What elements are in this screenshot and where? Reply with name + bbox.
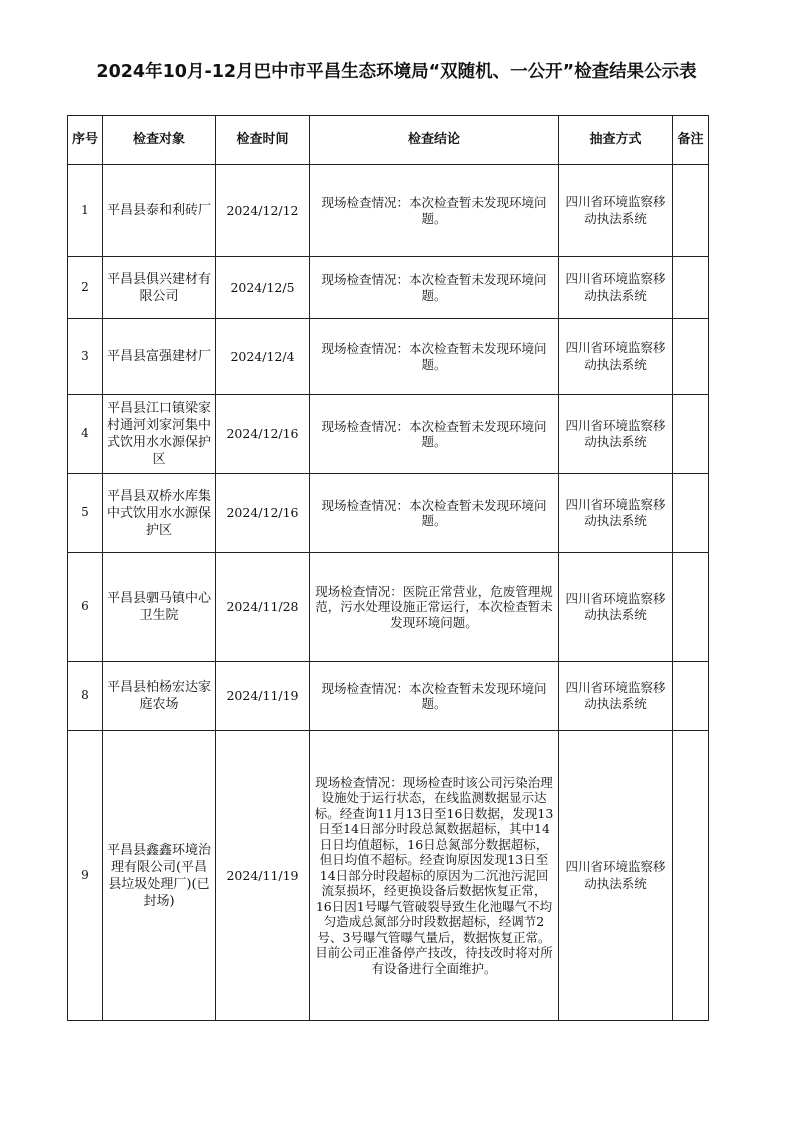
cell-date: 2024/11/19 [216,662,310,731]
cell-remark [673,319,709,395]
cell-conclusion: 现场检查情况：本次检查暂未发现环境问题。 [310,474,559,553]
cell-conclusion: 现场检查情况：本次检查暂未发现环境问题。 [310,319,559,395]
table-row [68,395,709,474]
cell-target: 平昌县富强建材厂 [103,319,216,395]
table-row [68,257,709,319]
cell-target: 平昌县双桥水库集中式饮用水水源保护区 [103,474,216,553]
cell-seq: 8 [68,662,103,731]
cell-seq: 5 [68,474,103,553]
cell-method: 四川省环境监察移动执法系统 [559,474,673,553]
header-target: 检查对象 [103,116,216,165]
page-title: 2024年10月-12月巴中市平昌生态环境局“双随机、一公开”检查结果公示表 [96,62,697,82]
cell-date: 2024/12/16 [216,395,310,474]
cell-target: 平昌县柏杨宏达家庭农场 [103,662,216,731]
cell-conclusion: 现场检查情况：本次检查暂未发现环境问题。 [310,165,559,257]
cell-remark [673,165,709,257]
cell-remark [673,474,709,553]
cell-method: 四川省环境监察移动执法系统 [559,662,673,731]
cell-date: 2024/12/12 [216,165,310,257]
cell-conclusion: 现场检查情况：本次检查暂未发现环境问题。 [310,395,559,474]
cell-method: 四川省环境监察移动执法系统 [559,319,673,395]
cell-seq: 1 [68,165,103,257]
cell-conclusion: 现场检查情况：本次检查暂未发现环境问题。 [310,257,559,319]
cell-method: 四川省环境监察移动执法系统 [559,165,673,257]
cell-remark [673,662,709,731]
cell-remark [673,257,709,319]
cell-conclusion: 现场检查情况：医院正常营业，危废管理规范，污水处理设施正常运行，本次检查暂未发现环境问题。 [310,553,559,662]
cell-seq: 4 [68,395,103,474]
table-row [68,319,709,395]
header-remark: 备注 [673,116,709,165]
table-row [68,662,709,731]
cell-date: 2024/12/4 [216,319,310,395]
header-seq: 序号 [68,116,103,165]
cell-target: 平昌县泰和利砖厂 [103,165,216,257]
table-header-row [68,116,709,165]
inspection-results-table [67,115,709,1021]
cell-method: 四川省环境监察移动执法系统 [559,257,673,319]
cell-method: 四川省环境监察移动执法系统 [559,553,673,662]
cell-date: 2024/11/28 [216,553,310,662]
table-row [68,731,709,1021]
cell-conclusion: 现场检查情况：本次检查暂未发现环境问题。 [310,662,559,731]
header-date: 检查时间 [216,116,310,165]
cell-remark [673,553,709,662]
table-row [68,474,709,553]
cell-method: 四川省环境监察移动执法系统 [559,395,673,474]
cell-seq: 6 [68,553,103,662]
cell-conclusion: 现场检查情况：现场检查时该公司污染治理设施处于运行状态，在线监测数据显示达标。经查询11月13日至16日数据，发现13日至14日部分时段总氮数据超标，其中14日日均值超标，16日总氮部分数据超标，但日均值不超标。经查询原因发现13日至14日部分时段超标的原因为二沉池污泥回流泵损坏，经更换设备后数据恢复正常，16日因1号曝气管破裂导致生化池曝气不均匀造成总氮部分时段数据超标，经调节2号、3号曝气管曝气量后，数据恢复正常。目前公司正准备停产技改，待技改时将对所有设备进行全面维护。 [310,731,559,1021]
cell-target: 平昌县江口镇梁家村通河刘家河集中式饮用水水源保护区 [103,395,216,474]
cell-date: 2024/12/5 [216,257,310,319]
header-method: 抽查方式 [559,116,673,165]
cell-remark [673,731,709,1021]
cell-method: 四川省环境监察移动执法系统 [559,731,673,1021]
cell-date: 2024/12/16 [216,474,310,553]
cell-target: 平昌县驷马镇中心卫生院 [103,553,216,662]
cell-seq: 2 [68,257,103,319]
cell-remark [673,395,709,474]
cell-target: 平昌县俱兴建材有限公司 [103,257,216,319]
table-row [68,553,709,662]
cell-date: 2024/11/19 [216,731,310,1021]
cell-seq: 3 [68,319,103,395]
header-conclusion: 检查结论 [310,116,559,165]
table-row [68,165,709,257]
cell-seq: 9 [68,731,103,1021]
cell-target: 平昌县鑫鑫环境治理有限公司(平昌县垃圾处理厂)(已封场) [103,731,216,1021]
